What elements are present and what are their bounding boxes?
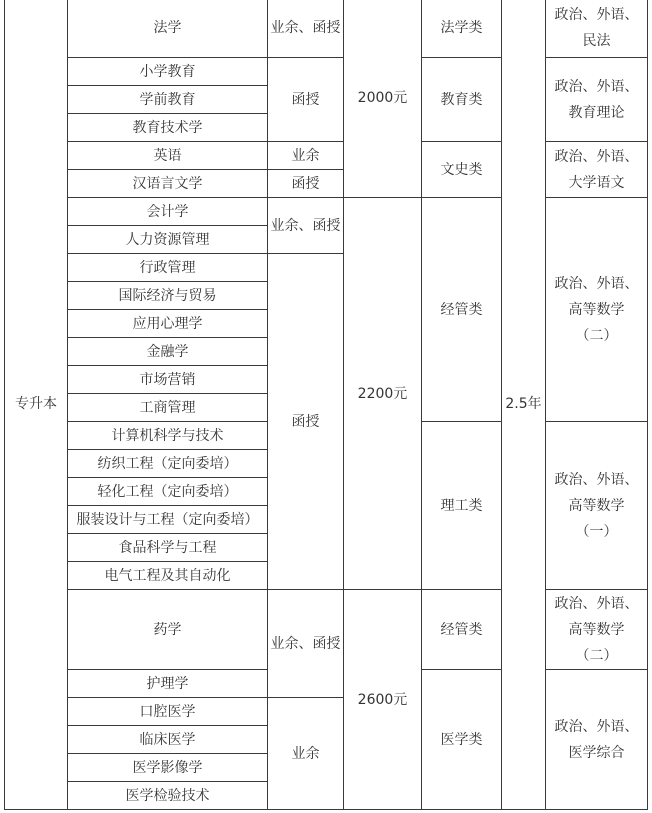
subject-line: 医学综合: [568, 744, 625, 761]
subject-line: 教育理论: [568, 104, 625, 121]
category-cell: 教育类: [422, 58, 502, 142]
exam-subjects-cell: [546, 0, 648, 58]
subject-line: 高等数学: [568, 621, 625, 638]
table-row: [5, 590, 648, 670]
category-cell: 文史类: [422, 142, 502, 198]
subject-line: （二）: [575, 327, 618, 344]
tuition-cell: 2000元: [344, 0, 422, 198]
admissions-table: [4, 0, 648, 810]
tuition-cell: 2200元: [344, 198, 422, 590]
study-mode-cell: 业余: [268, 142, 344, 170]
major-cell: 市场营销: [68, 366, 268, 394]
category-cell: 理工类: [422, 422, 502, 590]
study-mode-cell: 函授: [268, 254, 344, 590]
table-row: [5, 58, 648, 86]
study-mode-cell: 业余、函授: [268, 198, 344, 254]
table-row: [5, 142, 648, 170]
study-mode-cell: 业余: [268, 698, 344, 810]
subject-line: 高等数学: [568, 301, 625, 318]
major-cell: 医学影像学: [68, 754, 268, 782]
major-cell: 纺织工程（定向委培）: [68, 450, 268, 478]
major-cell: 国际经济与贸易: [68, 282, 268, 310]
subject-line: 政治、外语、: [554, 275, 639, 292]
exam-subjects-cell: [546, 590, 648, 670]
study-mode-cell: 函授: [268, 58, 344, 142]
category-cell: 经管类: [422, 198, 502, 422]
major-cell: 服装设计与工程（定向委培）: [68, 506, 268, 534]
subject-line: 政治、外语、: [554, 6, 639, 23]
table-row: [5, 0, 648, 58]
subject-line: 政治、外语、: [554, 595, 639, 612]
study-mode-cell: 业余、函授: [268, 590, 344, 698]
study-mode-cell: 业余、函授: [268, 0, 344, 58]
subject-line: （一）: [575, 523, 618, 540]
major-cell: 人力资源管理: [68, 226, 268, 254]
major-cell: 学前教育: [68, 86, 268, 114]
subject-line: 民法: [582, 32, 611, 49]
major-cell: 轻化工程（定向委培）: [68, 478, 268, 506]
subject-line: 政治、外语、: [554, 148, 639, 165]
major-cell: 临床医学: [68, 726, 268, 754]
major-cell: 小学教育: [68, 58, 268, 86]
major-cell: 行政管理: [68, 254, 268, 282]
subject-line: （二）: [575, 647, 618, 664]
category-cell: 经管类: [422, 590, 502, 670]
subject-line: 政治、外语、: [554, 718, 639, 735]
major-cell: 会计学: [68, 198, 268, 226]
major-cell: 金融学: [68, 338, 268, 366]
major-cell: 工商管理: [68, 394, 268, 422]
major-cell: 教育技术学: [68, 114, 268, 142]
subject-line: 高等数学: [568, 497, 625, 514]
tuition-cell: 2600元: [344, 590, 422, 810]
subject-line: 政治、外语、: [554, 78, 639, 95]
major-cell: 应用心理学: [68, 310, 268, 338]
exam-subjects-cell: [546, 670, 648, 810]
major-cell: 药学: [68, 590, 268, 670]
major-cell: 计算机科学与技术: [68, 422, 268, 450]
major-cell: 英语: [68, 142, 268, 170]
level-cell: 专升本: [5, 0, 68, 810]
study-mode-cell: 函授: [268, 170, 344, 198]
exam-subjects-cell: [546, 422, 648, 590]
table-row: [5, 198, 648, 226]
duration-cell: 2.5年: [502, 0, 546, 810]
category-cell: 法学类: [422, 0, 502, 58]
major-cell: 医学检验技术: [68, 782, 268, 810]
category-cell: 医学类: [422, 670, 502, 810]
subject-line: 大学语文: [568, 174, 625, 191]
major-cell: 汉语言文学: [68, 170, 268, 198]
major-cell: 电气工程及其自动化: [68, 562, 268, 590]
major-cell: 食品科学与工程: [68, 534, 268, 562]
exam-subjects-cell: [546, 142, 648, 198]
major-cell: 护理学: [68, 670, 268, 698]
major-cell: 口腔医学: [68, 698, 268, 726]
exam-subjects-cell: [546, 198, 648, 422]
exam-subjects-cell: [546, 58, 648, 142]
subject-line: 政治、外语、: [554, 471, 639, 488]
major-cell: 法学: [68, 0, 268, 58]
